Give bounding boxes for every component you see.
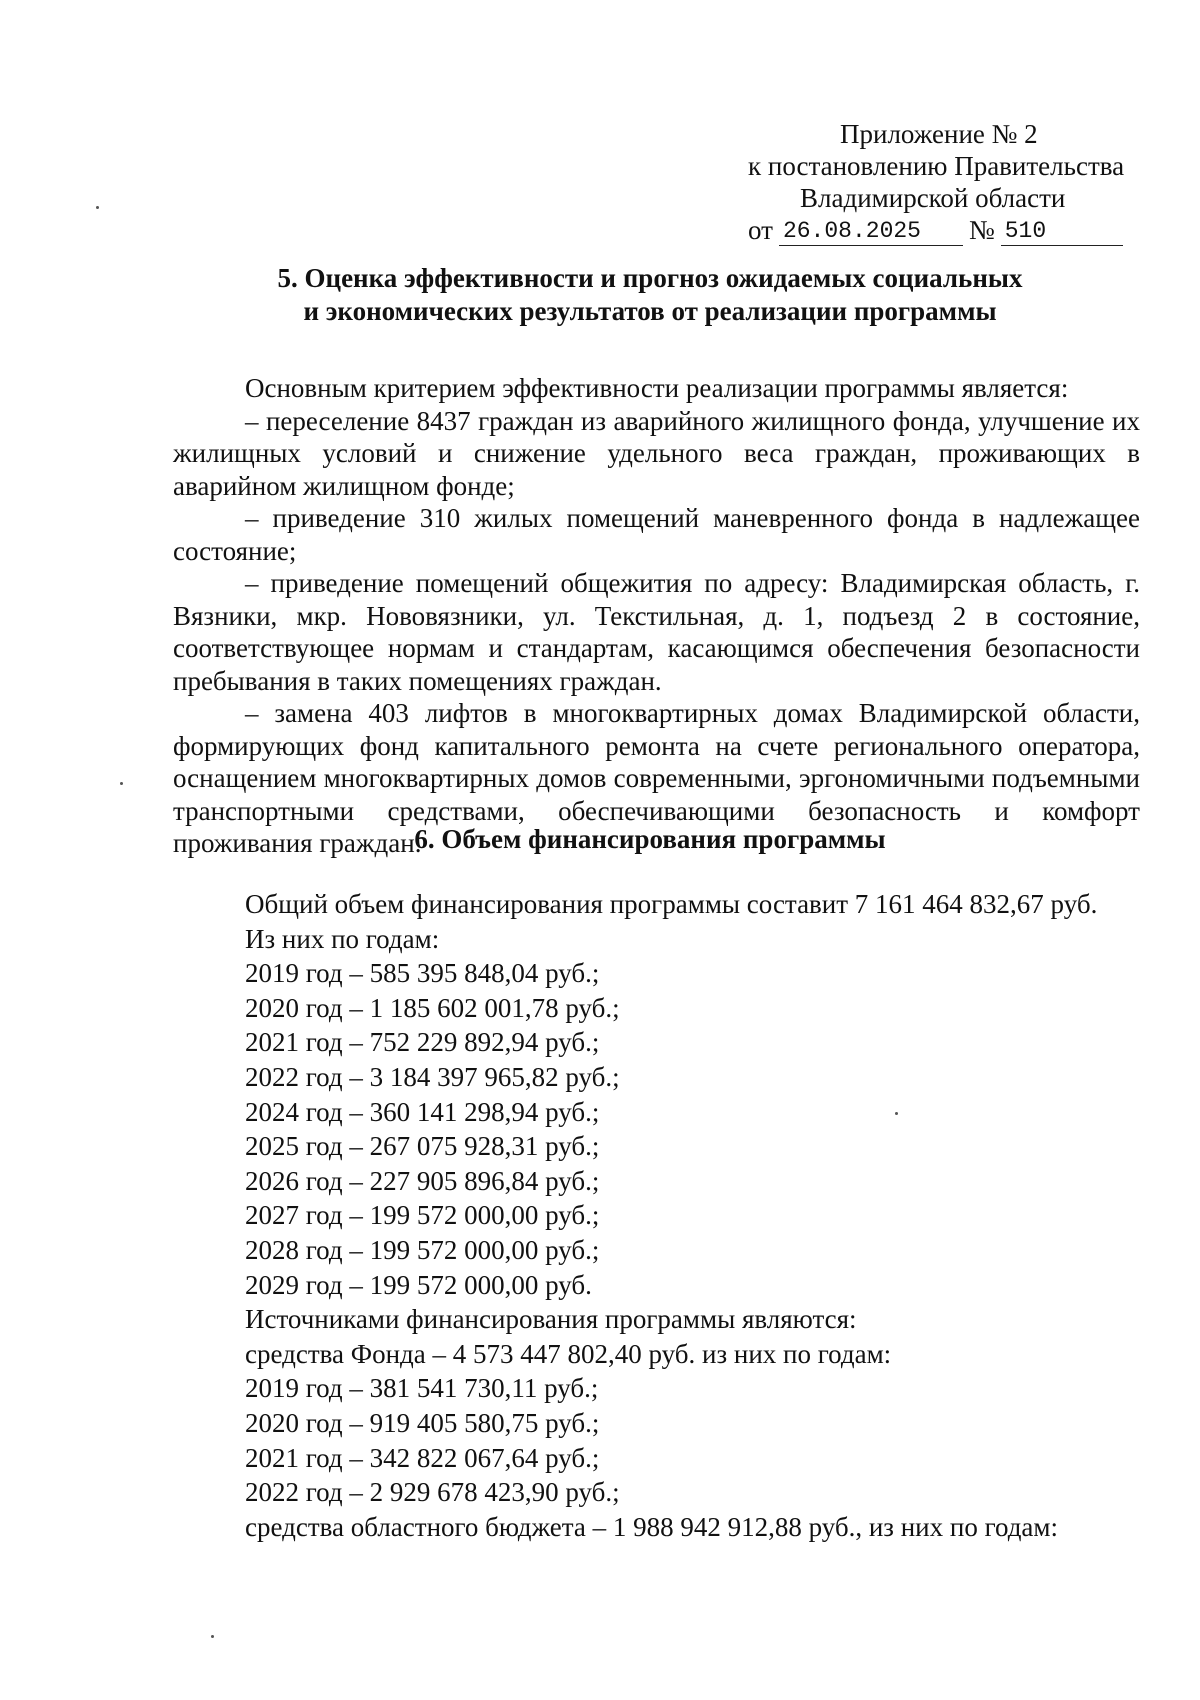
- section5-title-line1: 5. Оценка эффективности и прогноз ожидаемых социальных: [277, 263, 1023, 293]
- financing-list: [245, 887, 1145, 1544]
- number-label: №: [968, 215, 995, 245]
- financing-year-line: 2025 год – 267 075 928,31 руб.;: [245, 1131, 600, 1162]
- financing-year-line: 2029 год – 199 572 000,00 руб.: [245, 1269, 592, 1300]
- criteria-intro: Основным критерием эффективности реализации программы является:: [245, 373, 1069, 403]
- financing-year-line: 2021 год – 752 229 892,94 руб.;: [245, 1027, 600, 1058]
- fund-year-line: 2020 год – 919 405 580,75 руб.;: [245, 1407, 600, 1438]
- financing-by-years-label: Из них по годам:: [245, 923, 440, 954]
- criterion-dormitory: – приведение помещений общежития по адресу: Владимирская область, г. Вязники, мкр. Нововязники, ул. Текстильная, д. 1, подъезд 2 в состояние, соответствующее нормам и стандартам, касающимся обеспечения безопасности пребывания в таких помещениях граждан.: [173, 568, 1140, 696]
- criterion-maneuver-fund: – приведение 310 жилых помещений маневренного фонда в надлежащее состояние;: [173, 503, 1140, 566]
- fund-year-line: 2021 год – 342 822 067,64 руб.;: [245, 1442, 600, 1473]
- financing-year-line: 2024 год – 360 141 298,94 руб.;: [245, 1096, 600, 1127]
- scan-speck: [211, 1635, 214, 1638]
- appendix-header: [700, 118, 1160, 246]
- criterion-elevators: – замена 403 лифтов в многоквартирных домах Владимирской области, формирующих фонд капитального ремонта на счете регионального оператора, оснащением многоквартирных домов современными, эргономичными подъемными транспортными средствами, обеспечивающими безопасность и комфорт проживания граждан.: [173, 698, 1140, 858]
- section6-title: 6. Объем финансирования программы: [414, 824, 886, 854]
- resolution-date-number: [700, 214, 1160, 246]
- financing-year-line: 2026 год – 227 905 896,84 руб.;: [245, 1165, 600, 1196]
- regional-budget-total: средства областного бюджета – 1 988 942 912,88 руб., из них по годам:: [245, 1511, 1059, 1542]
- from-label: от: [748, 215, 773, 245]
- resolution-reference: к постановлению Правительства: [748, 151, 1125, 181]
- fund-year-line: 2019 год – 381 541 730,11 руб.;: [245, 1373, 599, 1404]
- financing-year-line: 2028 год – 199 572 000,00 руб.;: [245, 1234, 600, 1265]
- section5-body: [173, 372, 1140, 860]
- financing-year-line: 2020 год – 1 185 602 001,78 руб.;: [245, 992, 620, 1023]
- financing-sources-label: Источниками финансирования программы являются:: [245, 1304, 857, 1335]
- fund-year-line: 2022 год – 2 929 678 423,90 руб.;: [245, 1477, 620, 1508]
- section5-title: [160, 262, 1140, 328]
- region-name: Владимирской области: [800, 183, 1066, 213]
- scan-speck: [120, 782, 123, 785]
- section5-title-line2: и экономических результатов от реализации программы: [303, 296, 997, 326]
- criterion-resettlement: – переселение 8437 граждан из аварийного жилищного фонда, улучшение их жилищных условий и снижение удельного веса граждан, проживающих в аварийном жилищном фонде;: [173, 405, 1140, 501]
- resolution-number: 510: [1001, 218, 1123, 246]
- financing-year-line: 2027 год – 199 572 000,00 руб.;: [245, 1200, 600, 1231]
- financing-year-line: 2022 год – 3 184 397 965,82 руб.;: [245, 1061, 620, 1092]
- scan-speck: [96, 206, 99, 209]
- financing-year-line: 2019 год – 585 395 848,04 руб.;: [245, 958, 600, 989]
- scan-speck: [895, 1112, 898, 1115]
- appendix-number: Приложение № 2: [840, 119, 1038, 149]
- fund-total: средства Фонда – 4 573 447 802,40 руб. из них по годам:: [245, 1338, 892, 1369]
- financing-total: Общий объем финансирования программы составит 7 161 464 832,67 руб.: [245, 889, 1098, 919]
- resolution-date: 26.08.2025: [779, 218, 963, 246]
